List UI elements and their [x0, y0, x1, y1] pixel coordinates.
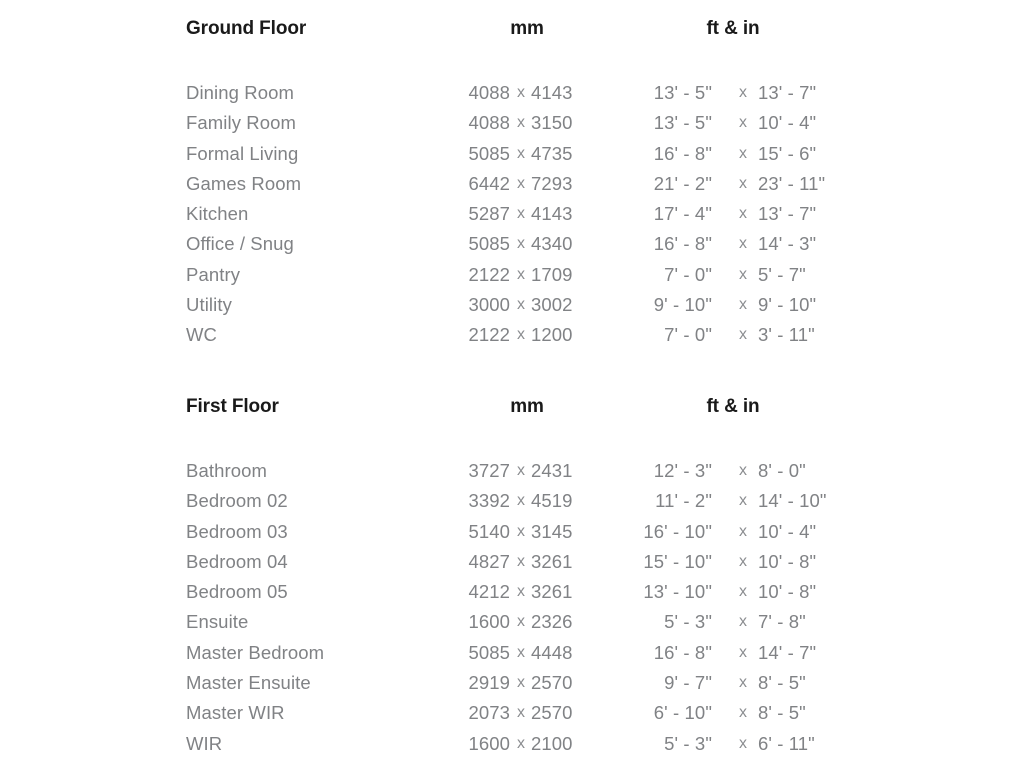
room-length-ftin: 8' - 5" — [758, 672, 806, 694]
room-name: Bedroom 05 — [186, 581, 288, 603]
dimension-separator: x — [739, 613, 747, 631]
room-length-mm: 7293 — [531, 172, 573, 194]
table-row — [0, 642, 1024, 672]
table-row — [0, 173, 1024, 203]
room-length-ftin: 9' - 10" — [758, 294, 817, 316]
room-name: Bedroom 04 — [186, 550, 288, 572]
room-length-ftin: 10' - 4" — [758, 520, 817, 542]
room-length-mm: 3002 — [531, 294, 573, 316]
dimension-separator: x — [517, 205, 525, 223]
room-width-ftin: 13' - 5" — [653, 82, 712, 103]
column-header-ft-in: ft & in — [706, 18, 760, 39]
room-length-mm: 4143 — [531, 82, 573, 103]
room-name: Bathroom — [186, 460, 268, 481]
dimension-separator: x — [739, 643, 747, 661]
room-length-ftin: 5' - 7" — [758, 263, 806, 285]
room-width-ftin: 21' - 2" — [653, 172, 712, 194]
room-length-ftin: 23' - 11" — [758, 172, 826, 194]
room-rows-first-floor — [0, 460, 1024, 763]
room-width-mm: 4827 — [468, 550, 510, 572]
floor-section-ground-floor — [0, 18, 1024, 355]
room-width-ftin: 15' - 10" — [643, 550, 712, 572]
room-name: Utility — [186, 294, 232, 316]
table-row — [0, 672, 1024, 702]
room-length-mm: 3145 — [531, 520, 573, 542]
dimension-separator: x — [517, 734, 525, 752]
dimension-separator: x — [517, 522, 525, 540]
table-row — [0, 611, 1024, 641]
room-width-ftin: 6' - 10" — [653, 702, 712, 724]
room-width-ftin: 5' - 3" — [664, 732, 712, 754]
table-row — [0, 460, 1024, 490]
room-name: Bedroom 03 — [186, 520, 288, 542]
dimension-separator: x — [739, 522, 747, 540]
dimension-separator: x — [517, 492, 525, 510]
room-length-ftin: 7' - 8" — [758, 611, 806, 633]
dimension-separator: x — [739, 144, 747, 162]
room-width-mm: 3727 — [468, 460, 510, 481]
room-length-ftin: 8' - 0" — [758, 460, 806, 481]
room-length-mm: 4340 — [531, 233, 573, 255]
dimension-separator: x — [517, 114, 525, 132]
room-length-ftin: 14' - 10" — [758, 490, 827, 512]
dimension-separator: x — [739, 265, 747, 283]
room-width-mm: 5287 — [468, 203, 510, 225]
room-width-ftin: 12' - 3" — [653, 460, 712, 481]
dimension-separator: x — [739, 674, 747, 692]
table-row — [0, 324, 1024, 354]
room-width-mm: 2073 — [468, 702, 510, 724]
room-width-mm: 4212 — [468, 581, 510, 603]
floor-section-first-floor — [0, 396, 1024, 763]
table-row — [0, 203, 1024, 233]
dimension-separator: x — [517, 552, 525, 570]
table-row — [0, 264, 1024, 294]
table-row — [0, 233, 1024, 263]
room-width-ftin: 9' - 10" — [653, 294, 712, 316]
room-width-ftin: 16' - 8" — [653, 641, 712, 663]
header-spacer — [0, 48, 1024, 82]
section-header-row — [0, 18, 1024, 48]
room-name: Games Room — [186, 172, 302, 194]
room-width-ftin: 16' - 8" — [653, 142, 712, 164]
room-width-ftin: 13' - 10" — [643, 581, 712, 603]
dimension-separator: x — [739, 114, 747, 132]
room-length-mm: 3150 — [531, 112, 573, 134]
dimension-separator: x — [739, 296, 747, 314]
room-width-mm: 2122 — [468, 324, 510, 346]
room-length-mm: 1709 — [531, 263, 573, 285]
dimension-separator: x — [739, 704, 747, 722]
room-width-mm: 1600 — [468, 732, 510, 754]
room-width-ftin: 13' - 5" — [653, 112, 712, 134]
dimension-separator: x — [517, 144, 525, 162]
room-name: Dining Room — [186, 82, 295, 103]
room-width-mm: 5140 — [468, 520, 510, 542]
room-width-ftin: 7' - 0" — [664, 324, 712, 346]
section-title: First Floor — [186, 396, 279, 417]
room-name: Master WIR — [186, 702, 285, 724]
section-header-row — [0, 396, 1024, 426]
room-width-mm: 5085 — [468, 641, 510, 663]
table-row — [0, 490, 1024, 520]
room-length-mm: 4448 — [531, 641, 573, 663]
dimension-separator: x — [739, 552, 747, 570]
dimension-separator: x — [739, 326, 747, 344]
room-length-mm: 3261 — [531, 581, 573, 603]
dimension-separator: x — [517, 235, 525, 253]
room-length-mm: 1200 — [531, 324, 573, 346]
room-name: WC — [186, 324, 218, 346]
table-row — [0, 294, 1024, 324]
room-length-mm: 4143 — [531, 203, 573, 225]
room-width-mm: 3000 — [468, 294, 510, 316]
room-width-ftin: 16' - 8" — [653, 233, 712, 255]
dimension-separator: x — [739, 174, 747, 192]
room-length-ftin: 10' - 4" — [758, 112, 817, 134]
section-title: Ground Floor — [186, 18, 307, 39]
dimension-separator: x — [739, 462, 747, 479]
room-width-mm: 5085 — [468, 233, 510, 255]
room-name: Office / Snug — [186, 233, 294, 255]
room-length-ftin: 10' - 8" — [758, 581, 817, 603]
room-width-ftin: 11' - 2" — [655, 490, 712, 512]
room-length-mm: 4519 — [531, 490, 573, 512]
dimension-separator: x — [517, 84, 525, 101]
table-row — [0, 551, 1024, 581]
table-row — [0, 733, 1024, 763]
room-width-mm: 3392 — [468, 490, 510, 512]
dimension-separator: x — [739, 734, 747, 752]
room-width-ftin: 17' - 4" — [653, 203, 712, 225]
dimension-separator: x — [517, 462, 525, 479]
room-length-mm: 2431 — [531, 460, 573, 481]
table-row — [0, 82, 1024, 112]
room-width-mm: 1600 — [468, 611, 510, 633]
dimension-separator: x — [517, 296, 525, 314]
dimension-separator: x — [517, 704, 525, 722]
dimension-separator: x — [739, 84, 747, 101]
dimension-separator: x — [739, 205, 747, 223]
room-width-ftin: 5' - 3" — [664, 611, 712, 633]
room-name: Formal Living — [186, 142, 299, 164]
dimension-separator: x — [517, 265, 525, 283]
room-name: Kitchen — [186, 203, 249, 225]
table-row — [0, 702, 1024, 732]
room-length-mm: 2570 — [531, 702, 573, 724]
dimension-separator: x — [517, 174, 525, 192]
dimension-separator: x — [739, 235, 747, 253]
room-length-ftin: 14' - 3" — [758, 233, 817, 255]
room-length-ftin: 13' - 7" — [758, 203, 817, 225]
room-length-ftin: 8' - 5" — [758, 702, 806, 724]
room-name: Pantry — [186, 263, 241, 285]
room-length-mm: 2570 — [531, 672, 573, 694]
room-width-mm: 2919 — [468, 672, 510, 694]
room-name: Master Bedroom — [186, 641, 325, 663]
room-width-ftin: 9' - 7" — [664, 672, 712, 694]
column-header-mm: mm — [510, 18, 544, 39]
table-row — [0, 143, 1024, 173]
room-length-ftin: 14' - 7" — [758, 641, 817, 663]
room-width-mm: 2122 — [468, 263, 510, 285]
room-length-mm: 4735 — [531, 142, 573, 164]
room-name: WIR — [186, 732, 223, 754]
dimension-separator: x — [517, 326, 525, 344]
room-length-ftin: 10' - 8" — [758, 550, 817, 572]
room-width-mm: 4088 — [468, 82, 510, 103]
room-name: Master Ensuite — [186, 672, 311, 694]
room-length-ftin: 15' - 6" — [758, 142, 817, 164]
room-length-ftin: 13' - 7" — [758, 82, 817, 103]
room-length-ftin: 3' - 11" — [758, 324, 815, 346]
room-length-ftin: 6' - 11" — [758, 732, 815, 754]
room-name: Bedroom 02 — [186, 490, 288, 512]
header-spacer — [0, 426, 1024, 460]
dimension-separator: x — [739, 583, 747, 601]
room-width-mm: 4088 — [468, 112, 510, 134]
room-name: Family Room — [186, 112, 297, 134]
room-width-mm: 5085 — [468, 142, 510, 164]
room-width-mm: 6442 — [468, 172, 510, 194]
room-name: Ensuite — [186, 611, 249, 633]
room-width-ftin: 16' - 10" — [643, 520, 712, 542]
room-length-mm: 2100 — [531, 732, 573, 754]
dimension-separator: x — [517, 583, 525, 601]
dimension-separator: x — [517, 674, 525, 692]
room-width-ftin: 7' - 0" — [664, 263, 712, 285]
dimension-separator: x — [739, 492, 747, 510]
column-header-mm: mm — [510, 396, 544, 417]
room-length-mm: 2326 — [531, 611, 573, 633]
room-rows-ground-floor — [0, 82, 1024, 355]
column-header-ft-in: ft & in — [706, 396, 760, 417]
table-row — [0, 581, 1024, 611]
room-length-mm: 3261 — [531, 550, 573, 572]
table-row — [0, 521, 1024, 551]
dimension-separator: x — [517, 613, 525, 631]
table-row — [0, 112, 1024, 142]
dimension-separator: x — [517, 643, 525, 661]
